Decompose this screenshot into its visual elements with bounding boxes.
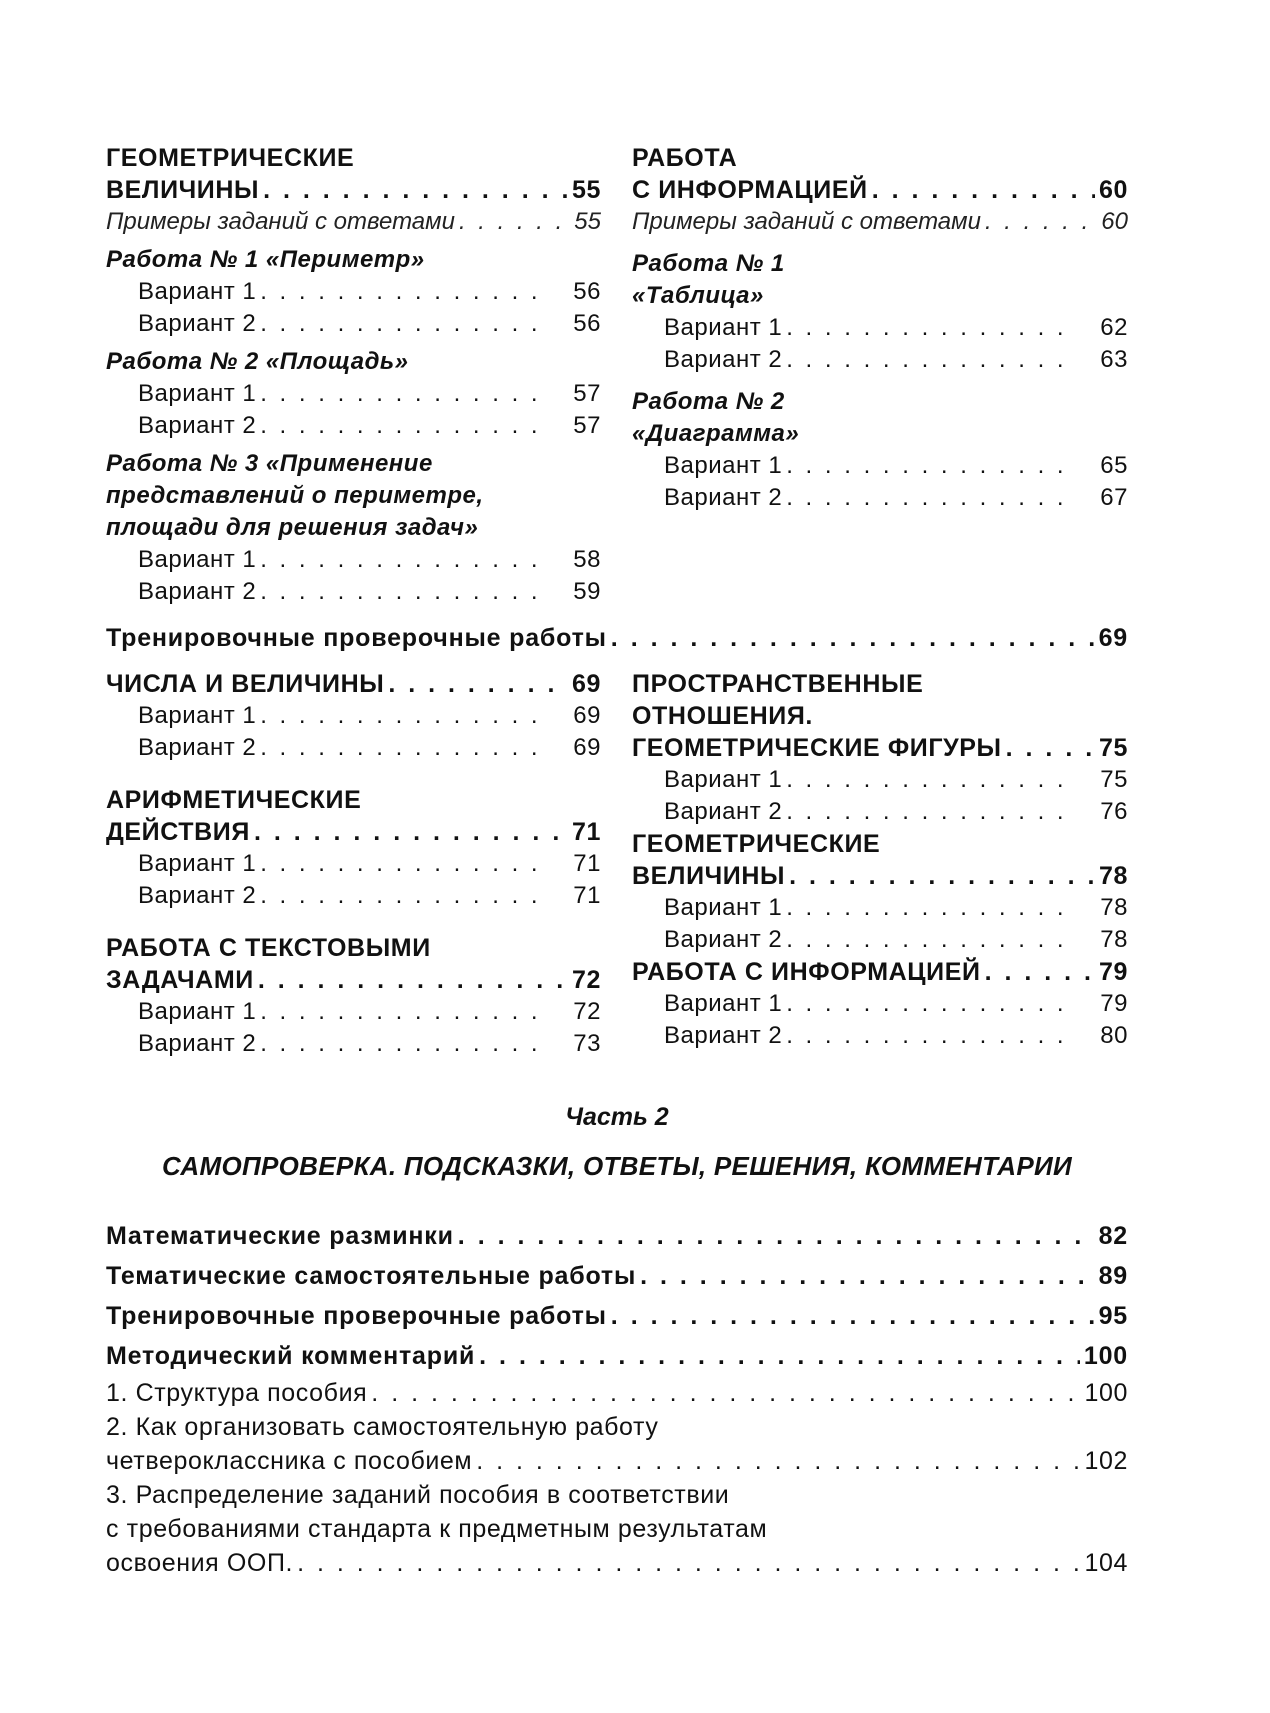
variant-label: Вариант 2 bbox=[138, 734, 257, 761]
page-number: 56 bbox=[573, 310, 601, 337]
section-heading: ВЕЛИЧИНЫ bbox=[632, 862, 786, 890]
toc-entry[interactable] bbox=[106, 174, 601, 206]
toc-entry[interactable] bbox=[106, 1256, 1128, 1296]
variant-entry[interactable] bbox=[632, 764, 1128, 796]
variant-entry[interactable] bbox=[106, 996, 601, 1028]
variant-entry[interactable] bbox=[106, 700, 601, 732]
part-label: Часть 2 bbox=[565, 1103, 669, 1131]
section-heading: РАБОТА С ТЕКСТОВЫМИ bbox=[106, 934, 431, 962]
page-number: 69 bbox=[573, 734, 601, 761]
page-number: 63 bbox=[1100, 346, 1128, 373]
page-number: 75 bbox=[1098, 734, 1128, 762]
page-number: 89 bbox=[1098, 1262, 1128, 1290]
variant-entry[interactable] bbox=[632, 482, 1128, 514]
section-heading: ЗАДАЧАМИ bbox=[106, 966, 254, 994]
variant-entry[interactable] bbox=[106, 410, 601, 442]
variant-label: Вариант 2 bbox=[664, 926, 783, 953]
variant-label: Вариант 1 bbox=[138, 278, 257, 305]
section-heading: ГЕОМЕТРИЧЕСКИЕ ФИГУРЫ bbox=[632, 734, 1002, 762]
page-number: 100 bbox=[1083, 1342, 1128, 1370]
leader-dots bbox=[260, 996, 539, 1028]
left-column-top bbox=[106, 142, 601, 608]
leader-dots bbox=[388, 668, 568, 700]
toc-entry[interactable] bbox=[106, 816, 601, 848]
page-number: 75 bbox=[1100, 766, 1128, 793]
leader-dots bbox=[786, 1020, 1066, 1052]
entry-label: Тематические самостоятельные работы bbox=[106, 1262, 637, 1290]
page-number: 78 bbox=[1100, 894, 1128, 921]
leader-dots bbox=[263, 174, 568, 206]
section-heading: АРИФМЕТИЧЕСКИЕ bbox=[106, 786, 362, 814]
page-number: 69 bbox=[571, 670, 601, 698]
page-number: 69 bbox=[573, 702, 601, 729]
toc-entry[interactable] bbox=[106, 1296, 1128, 1336]
leader-dots bbox=[786, 344, 1066, 376]
entry-label: 3. Распределение заданий пособия в соответствии bbox=[106, 1481, 730, 1509]
toc-entry[interactable] bbox=[106, 1376, 1128, 1410]
leader-dots bbox=[872, 174, 1095, 206]
toc-entry[interactable] bbox=[632, 206, 1128, 238]
section-heading: ОТНОШЕНИЯ. bbox=[632, 702, 813, 730]
leader-dots bbox=[260, 700, 539, 732]
leader-dots bbox=[260, 848, 539, 880]
variant-label: Вариант 1 bbox=[664, 894, 783, 921]
leader-dots bbox=[260, 732, 539, 764]
variant-label: Вариант 1 bbox=[138, 380, 257, 407]
leader-dots bbox=[786, 988, 1066, 1020]
entry-label: 2. Как организовать самостоятельную работу bbox=[106, 1413, 659, 1441]
leader-dots bbox=[786, 312, 1066, 344]
leader-dots bbox=[786, 450, 1066, 482]
section-heading: ГЕОМЕТРИЧЕСКИЕ bbox=[106, 144, 355, 172]
variant-entry[interactable] bbox=[632, 988, 1128, 1020]
variant-label: Вариант 2 bbox=[664, 346, 783, 373]
right-column-top bbox=[632, 142, 1128, 514]
leader-dots bbox=[1006, 732, 1095, 764]
variant-entry[interactable] bbox=[106, 378, 601, 410]
leader-dots bbox=[254, 816, 568, 848]
leader-dots bbox=[260, 1028, 539, 1060]
leader-dots bbox=[258, 964, 568, 996]
toc-entry[interactable] bbox=[632, 956, 1128, 988]
variant-entry[interactable] bbox=[106, 732, 601, 764]
work-title: площади для решения задач» bbox=[106, 514, 479, 541]
entry-label: с требованиями стандарта к предметным результатам bbox=[106, 1515, 768, 1543]
toc-entry[interactable] bbox=[106, 1216, 1128, 1256]
spacer bbox=[106, 912, 601, 932]
section-heading: ГЕОМЕТРИЧЕСКИЕ bbox=[632, 830, 881, 858]
variant-entry[interactable] bbox=[632, 796, 1128, 828]
toc-entry-training[interactable] bbox=[106, 620, 1128, 656]
leader-dots bbox=[260, 880, 539, 912]
page-number: 69 bbox=[1098, 624, 1128, 652]
toc-entry[interactable] bbox=[106, 206, 601, 238]
entry-label: четвероклассника с пособием bbox=[106, 1447, 473, 1475]
work-title: Работа № 2 «Площадь» bbox=[106, 348, 409, 375]
leader-dots bbox=[459, 206, 570, 238]
variant-label: Вариант 2 bbox=[664, 1022, 783, 1049]
variant-entry[interactable] bbox=[632, 892, 1128, 924]
variant-label: Вариант 2 bbox=[138, 578, 257, 605]
leader-dots bbox=[260, 308, 539, 340]
leader-dots bbox=[479, 1336, 1080, 1376]
toc-entry[interactable] bbox=[632, 732, 1128, 764]
part-title: САМОПРОВЕРКА. ПОДСКАЗКИ, ОТВЕТЫ, РЕШЕНИЯ, КОММЕНТАРИИ bbox=[162, 1151, 1072, 1181]
variant-entry[interactable] bbox=[106, 880, 601, 912]
leader-dots bbox=[611, 620, 1095, 656]
page-number: 79 bbox=[1100, 990, 1128, 1017]
section-heading: РАБОТА С ИНФОРМАЦИЕЙ bbox=[632, 958, 981, 986]
variant-label: Вариант 1 bbox=[138, 702, 257, 729]
page-number: 67 bbox=[1100, 484, 1128, 511]
entry-label: Методический комментарий bbox=[106, 1342, 476, 1370]
section-heading: ЧИСЛА И ВЕЛИЧИНЫ bbox=[106, 670, 385, 698]
spacer bbox=[106, 764, 601, 784]
leader-dots bbox=[260, 544, 539, 576]
page-number: 72 bbox=[573, 998, 601, 1025]
variant-label: Вариант 2 bbox=[138, 310, 257, 337]
variant-entry[interactable] bbox=[632, 924, 1128, 956]
training-label: Тренировочные проверочные работы bbox=[106, 624, 607, 652]
page-number: 58 bbox=[573, 546, 601, 573]
examples-label: Примеры заданий с ответами bbox=[632, 208, 981, 235]
variant-entry[interactable] bbox=[106, 276, 601, 308]
work-title: Работа № 1 bbox=[632, 250, 785, 277]
page-number: 104 bbox=[1084, 1549, 1128, 1577]
page-number: 71 bbox=[573, 882, 601, 909]
right-column-bottom bbox=[632, 668, 1128, 1052]
page-number: 72 bbox=[571, 966, 601, 994]
entry-label: 1. Структура пособия bbox=[106, 1379, 368, 1407]
variant-entry[interactable] bbox=[106, 1028, 601, 1060]
section-heading: ПРОСТРАНСТВЕННЫЕ bbox=[632, 670, 924, 698]
page-number: 100 bbox=[1084, 1379, 1128, 1407]
variant-entry[interactable] bbox=[106, 848, 601, 880]
page-number: 82 bbox=[1098, 1222, 1128, 1250]
variant-label: Вариант 1 bbox=[664, 314, 783, 341]
work-title: Работа № 3 «Применение bbox=[106, 450, 433, 477]
page-number: 57 bbox=[573, 412, 601, 439]
leader-dots bbox=[786, 796, 1066, 828]
work-title: представлений о периметре, bbox=[106, 482, 484, 509]
page-number: 57 bbox=[573, 380, 601, 407]
toc-entry[interactable] bbox=[632, 860, 1128, 892]
section-heading: ДЕЙСТВИЯ bbox=[106, 818, 250, 846]
leader-dots bbox=[260, 378, 539, 410]
work-title: Работа № 2 bbox=[632, 388, 785, 415]
part2-list bbox=[106, 1216, 1128, 1580]
leader-dots bbox=[786, 924, 1066, 956]
leader-dots bbox=[476, 1444, 1080, 1478]
variant-label: Вариант 1 bbox=[664, 452, 783, 479]
variant-label: Вариант 1 bbox=[664, 990, 783, 1017]
leader-dots bbox=[260, 576, 539, 608]
page-number: 71 bbox=[571, 818, 601, 846]
variant-entry[interactable] bbox=[106, 544, 601, 576]
page-number: 73 bbox=[573, 1030, 601, 1057]
toc-entry[interactable] bbox=[632, 174, 1128, 206]
section-heading: ВЕЛИЧИНЫ bbox=[106, 176, 260, 204]
page-number: 56 bbox=[573, 278, 601, 305]
page-number: 78 bbox=[1098, 862, 1128, 890]
entry-label: Тренировочные проверочные работы bbox=[106, 1302, 607, 1330]
variant-label: Вариант 1 bbox=[138, 546, 257, 573]
page-number: 60 bbox=[1101, 208, 1128, 235]
leader-dots bbox=[786, 764, 1066, 796]
leader-dots bbox=[985, 956, 1095, 988]
page-number: 55 bbox=[574, 208, 601, 235]
leader-dots bbox=[371, 1376, 1080, 1410]
page-number: 95 bbox=[1098, 1302, 1128, 1330]
variant-label: Вариант 1 bbox=[138, 850, 257, 877]
page-number: 59 bbox=[573, 578, 601, 605]
leader-dots bbox=[786, 892, 1066, 924]
variant-label: Вариант 1 bbox=[664, 766, 783, 793]
toc-entry[interactable] bbox=[106, 964, 601, 996]
page-number: 65 bbox=[1100, 452, 1128, 479]
work-title: Работа № 1 «Периметр» bbox=[106, 246, 425, 273]
leader-dots bbox=[297, 1546, 1080, 1580]
variant-entry[interactable] bbox=[632, 450, 1128, 482]
page-number: 60 bbox=[1098, 176, 1128, 204]
variant-label: Вариант 2 bbox=[138, 882, 257, 909]
section-heading: С ИНФОРМАЦИЕЙ bbox=[632, 176, 868, 204]
variant-label: Вариант 2 bbox=[664, 484, 783, 511]
page-number: 78 bbox=[1100, 926, 1128, 953]
leader-dots bbox=[640, 1256, 1094, 1296]
leader-dots bbox=[789, 860, 1095, 892]
page-number: 76 bbox=[1100, 798, 1128, 825]
variant-entry[interactable] bbox=[632, 344, 1128, 376]
variant-label: Вариант 2 bbox=[138, 412, 257, 439]
variant-entry[interactable] bbox=[632, 312, 1128, 344]
variant-label: Вариант 1 bbox=[138, 998, 257, 1025]
page-number: 79 bbox=[1098, 958, 1128, 986]
toc-entry[interactable] bbox=[106, 1444, 1128, 1478]
section-heading: РАБОТА bbox=[632, 144, 738, 172]
toc-entry[interactable] bbox=[106, 1336, 1128, 1376]
leader-dots bbox=[611, 1296, 1095, 1336]
entry-label: Математические разминки bbox=[106, 1222, 454, 1250]
left-column-bottom bbox=[106, 668, 601, 1060]
leader-dots bbox=[786, 482, 1066, 514]
toc-entry[interactable] bbox=[106, 1546, 1128, 1580]
variant-label: Вариант 2 bbox=[138, 1030, 257, 1057]
variant-entry[interactable] bbox=[106, 576, 601, 608]
page-number: 71 bbox=[573, 850, 601, 877]
examples-label: Примеры заданий с ответами bbox=[106, 208, 455, 235]
toc-entry[interactable] bbox=[106, 668, 601, 700]
page-number: 62 bbox=[1100, 314, 1128, 341]
page-number: 80 bbox=[1100, 1022, 1128, 1049]
variant-entry[interactable] bbox=[106, 308, 601, 340]
entry-label: освоения ООП. bbox=[106, 1549, 294, 1577]
leader-dots bbox=[985, 206, 1097, 238]
leader-dots bbox=[260, 276, 539, 308]
page-number: 55 bbox=[571, 176, 601, 204]
leader-dots bbox=[260, 410, 539, 442]
page-number: 102 bbox=[1084, 1447, 1128, 1475]
leader-dots bbox=[458, 1216, 1095, 1256]
variant-label: Вариант 2 bbox=[664, 798, 783, 825]
work-title: «Диаграмма» bbox=[632, 420, 800, 447]
variant-entry[interactable] bbox=[632, 1020, 1128, 1052]
work-title: «Таблица» bbox=[632, 282, 764, 309]
